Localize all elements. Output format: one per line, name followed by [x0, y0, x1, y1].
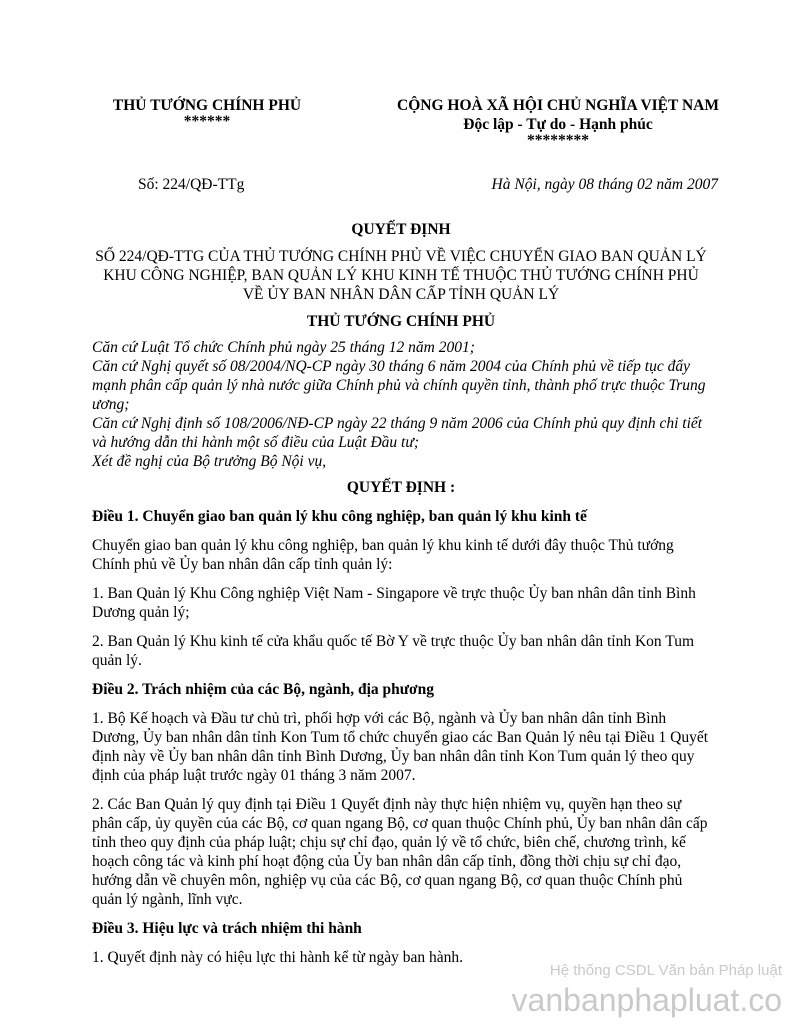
article-paragraph: 1. Quyết định này có hiệu lực thi hành kể từ ngày ban hành.: [92, 949, 464, 966]
article-paragraph: Chuyển giao ban quản lý khu công nghiệp, ban quản lý khu kinh tế dưới đây thuộc Thủ tướng Chính phủ về Ủy ban nhân dân cấp tỉnh quản lý:: [92, 537, 674, 573]
document-subtitle: SỐ 224/QĐ-TTG CỦA THỦ TƯỚNG CHÍNH PHỦ VỀ VIỆC CHUYỂN GIAO BAN QUẢN LÝ KHU CÔNG NGHIỆP, BAN QUẢN LÝ KHU KINH TẾ THUỘC THỦ TƯỚNG CHÍNH PHỦ VỀ ỦY BAN NHÂN DÂN CẤP TỈNH QUẢN LÝ: [95, 248, 707, 303]
document-page: [92, 96, 719, 967]
national-motto: Độc lập - Tự do - Hạnh phúc: [463, 116, 653, 133]
basis-line: Xét đề nghị của Bộ trưởng Bộ Nội vụ,: [92, 453, 327, 470]
issuer-block: [92, 96, 322, 148]
number-date-row: [92, 175, 718, 194]
article-heading: Điều 2. Trách nhiệm của các Bộ, ngành, địa phương: [92, 681, 435, 698]
article-1: [92, 507, 710, 670]
national-stars: ********: [527, 132, 589, 149]
legal-basis: [92, 338, 710, 471]
article-heading: Điều 3. Hiệu lực và trách nhiệm thi hành: [92, 920, 362, 937]
article-paragraph: 1. Ban Quản lý Khu Công nghiệp Việt Nam - Singapore về trực thuộc Ủy ban nhân dân tỉnh Bình Dương quản lý;: [92, 585, 696, 621]
issuer-title: THỦ TƯỚNG CHÍNH PHỦ: [112, 97, 302, 114]
watermark-footer: [512, 962, 782, 1020]
article-paragraph: 1. Bộ Kế hoạch và Đầu tư chủ trì, phối hợp với các Bộ, ngành và Ủy ban nhân dân tỉnh Bình Dương, Ủy ban nhân dân tỉnh Kon Tum tổ chức chuyển giao các Ban Quản lý nêu tại Điều 1 Quyết định này về Ủy ban nhân dân tỉnh Bình Dương, Ủy ban nhân dân tỉnh Kon Tum quản lý theo quy định của pháp luật trước ngày 01 tháng 3 năm 2007.: [92, 710, 709, 784]
basis-line: Căn cứ Nghị quyết số 08/2004/NQ-CP ngày 30 tháng 6 năm 2004 của Chính phủ về tiếp tục đẩy mạnh phân cấp quản lý nhà nước giữa Chính phủ và chính quyền tỉnh, thành phố trực thuộc Trung ương;: [92, 358, 706, 413]
watermark-line-1: Hệ thống CSDL Văn bản Pháp luật: [549, 962, 782, 979]
national-title: CỘNG HOÀ XÃ HỘI CHỦ NGHĨA VIỆT NAM: [397, 97, 719, 114]
document-title: QUYẾT ĐỊNH: [351, 221, 451, 238]
place-date: Hà Nội, ngày 08 tháng 02 năm 2007: [491, 176, 718, 193]
article-heading: Điều 1. Chuyển giao ban quản lý khu công nghiệp, ban quản lý khu kinh tế: [92, 508, 587, 525]
decision-heading: QUYẾT ĐỊNH :: [346, 479, 456, 496]
article-2: [92, 680, 710, 909]
issuer-stars: ******: [183, 113, 231, 130]
article-paragraph: 2. Ban Quản lý Khu kinh tế cửa khẩu quốc tế Bờ Y về trực thuộc Ủy ban nhân dân tỉnh Kon Tum quản lý.: [92, 633, 694, 669]
article-paragraph: 2. Các Ban Quản lý quy định tại Điều 1 Quyết định này thực hiện nhiệm vụ, quyền hạn theo sự phân cấp, ủy quyền của các Bộ, cơ quan ngang Bộ, cơ quan thuộc Chính phủ, Ủy ban nhân dân cấp tỉnh theo quy định của pháp luật; chịu sự chỉ đạo, quản lý về tổ chức, biên chế, chương trình, kế hoạch công tác và kinh phí hoạt động của Ủy ban nhân dân cấp tỉnh, đồng thời chịu sự chỉ đạo, hướng dẫn về chuyên môn, nghiệp vụ của các Bộ, cơ quan ngang Bộ, cơ quan thuộc Chính phủ quản lý ngành, lĩnh vực.: [92, 796, 708, 908]
basis-line: Căn cứ Luật Tổ chức Chính phủ ngày 25 tháng 12 năm 2001;: [92, 339, 475, 356]
article-3: [92, 919, 710, 967]
national-title-block: [368, 96, 748, 148]
authority-heading: THỦ TƯỚNG CHÍNH PHỦ: [306, 313, 496, 330]
document-header: [92, 96, 719, 149]
basis-line: Căn cứ Nghị định số 108/2006/NĐ-CP ngày 22 tháng 9 năm 2006 của Chính phủ quy định chi tiết và hướng dẫn thi hành một số điều của Luật Đầu tư;: [92, 415, 703, 451]
document-number: Số: 224/QĐ-TTg: [138, 176, 245, 193]
watermark-site: vanbanphapluat.co: [511, 982, 782, 1018]
